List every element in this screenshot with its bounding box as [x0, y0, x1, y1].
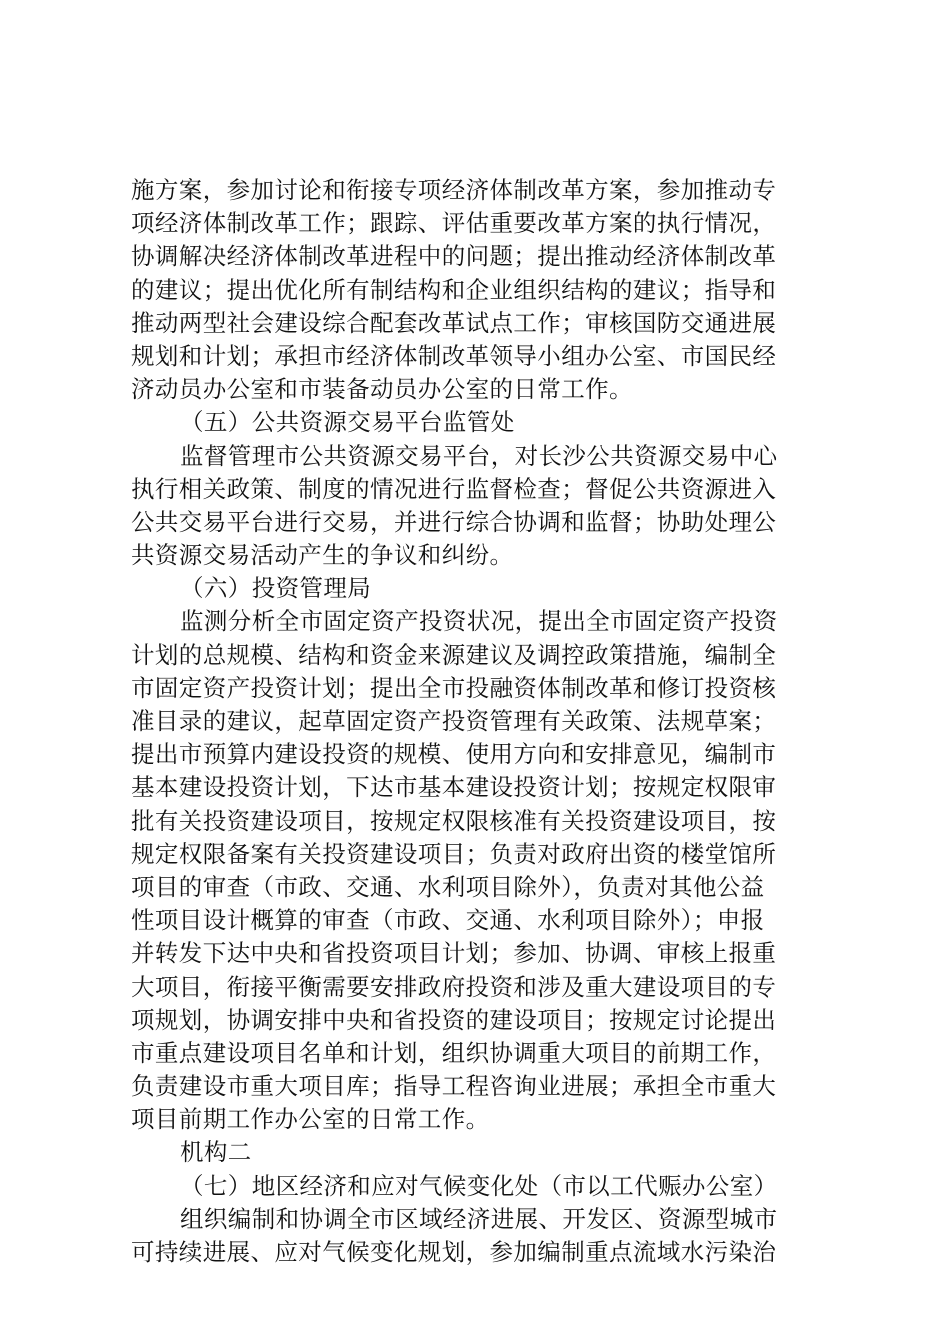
text-line: 项目前期工作办公室的日常工作。: [131, 1105, 490, 1134]
text-line: 性项目设计概算的审查（市政、交通、水利项目除外）；申报: [131, 906, 765, 935]
text-line: 公共交易平台进行交易，并进行综合协调和监督；协助处理公: [131, 507, 777, 536]
text-line: 济动员办公室和市装备动员办公室的日常工作。: [131, 375, 633, 404]
text-line: 项规划，协调安排中央和省投资的建设项目；按规定讨论提出: [131, 1005, 777, 1034]
text-line: 规划和计划；承担市经济体制改革领导小组办公室、市国民经: [131, 341, 777, 370]
text-line: 并转发下达中央和省投资项目计划；参加、协调、审核上报重: [131, 939, 777, 968]
text-line: 批有关投资建设项目，按规定权限核准有关投资建设项目，按: [131, 806, 777, 835]
text-line: 大项目，衔接平衡需要安排政府投资和涉及重大建设项目的专: [131, 972, 777, 1001]
text-line: 基本建设投资计划，下达市基本建设投资计划；按规定权限审: [131, 773, 777, 802]
text-line: 的建议；提出优化所有制结构和企业组织结构的建议；指导和: [131, 275, 777, 304]
text-line: 协调解决经济体制改革进程中的问题；提出推动经济体制改革: [131, 242, 777, 271]
text-line: 共资源交易活动产生的争议和纠纷。: [131, 541, 514, 570]
text-line: 推动两型社会建设综合配套改革试点工作；审核国防交通进展: [131, 308, 777, 337]
text-line: 监督管理市公共资源交易平台，对长沙公共资源交易中心: [180, 441, 778, 470]
text-line: （五）公共资源交易平台监管处: [180, 408, 515, 437]
text-line: 负责建设市重大项目库；指导工程咨询业进展；承担全市重大: [131, 1072, 777, 1101]
text-line: 监测分析全市固定资产投资状况，提出全市固定资产投资: [180, 607, 778, 636]
text-line: 机构二: [180, 1138, 252, 1167]
text-line: 执行相关政策、制度的情况进行监督检查；督促公共资源进入: [131, 474, 777, 503]
text-line: 项目的审查（市政、交通、水利项目除外），负责对其他公益: [131, 872, 765, 901]
text-line: （六）投资管理局: [180, 574, 372, 603]
text-line: 规定权限备案有关投资建设项目；负责对政府出资的楼堂馆所: [131, 839, 777, 868]
text-line: （七）地区经济和应对气候变化处（市以工代赈办公室）: [180, 1171, 778, 1200]
text-line: 计划的总规模、结构和资金来源建议及调控政策措施，编制全: [131, 640, 777, 669]
text-line: 准目录的建议，起草固定资产投资管理有关政策、法规草案；: [131, 707, 777, 735]
text-line: 提出市预算内建设投资的规模、使用方向和安排意见，编制市: [131, 740, 777, 769]
text-line: 组织编制和协调全市区域经济进展、开发区、资源型城市: [180, 1204, 778, 1233]
text-line: 施方案，参加讨论和衔接专项经济体制改革方案，参加推动专: [131, 176, 777, 204]
text-line: 项经济体制改革工作；跟踪、评估重要改革方案的执行情况，: [131, 209, 777, 238]
text-line: 市固定资产投资计划；提出全市投融资体制改革和修订投资核: [131, 673, 777, 702]
document-body: [131, 174, 827, 1269]
text-line: 市重点建设项目名单和计划，组织协调重大项目的前期工作，: [131, 1038, 777, 1067]
text-line: 可持续进展、应对气候变化规划，参加编制重点流域水污染治: [131, 1238, 777, 1266]
